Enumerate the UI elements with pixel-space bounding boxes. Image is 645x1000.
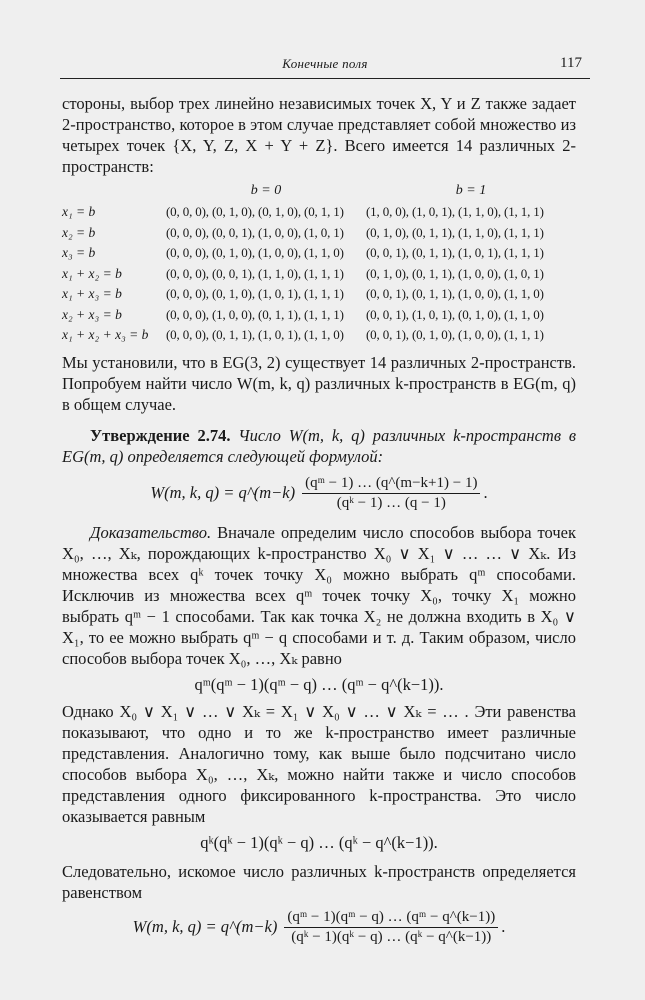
points-b1-cell: (0, 0, 1), (0, 1, 0), (1, 0, 0), (1, 1, 1): [366, 327, 544, 343]
equation-cell: x₁ + x₃ = b: [62, 286, 122, 302]
column-header-b0: b = 0: [250, 183, 282, 198]
points-b0-cell: (0, 0, 0), (0, 0, 1), (1, 0, 0), (1, 0, 1): [166, 224, 344, 240]
theorem-label: Утверждение 2.74.: [90, 425, 231, 445]
table-row: [62, 202, 576, 223]
points-b1-cell: (0, 0, 1), (0, 1, 1), (1, 0, 0), (1, 1, 0): [366, 286, 544, 302]
points-b1-cell: (0, 1, 0), (0, 1, 1), (1, 1, 0), (1, 1, 1): [366, 224, 544, 240]
subspaces-table: [62, 180, 576, 346]
points-b0-cell: (0, 0, 0), (1, 0, 0), (0, 1, 1), (1, 1, 1): [166, 306, 344, 322]
choices-formula: qᵐ(qᵐ − 1)(qᵐ − q) … (qᵐ − q^(k−1)).: [194, 674, 444, 694]
main-formula: [62, 475, 576, 512]
table-row: [62, 264, 576, 285]
main-formula-lhs: W(m, k, q) = q^(m−k): [150, 483, 296, 502]
final-formula-end: .: [501, 917, 506, 936]
column-header-b1: b = 1: [455, 183, 487, 198]
equation-cell: x₁ + x₂ + x₃ = b: [62, 327, 149, 343]
theorem-text: Число W(m, k, q) различных k-пространств в EG(m, q) определяется следующей формулой:: [62, 425, 576, 466]
final-formula-denominator: (qᵏ − 1)(qᵏ − q) … (qᵏ − q^(k−1)): [291, 928, 492, 945]
points-b0-cell: (0, 0, 0), (0, 1, 0), (1, 0, 1), (1, 1, 1): [166, 286, 344, 302]
theorem-paragraph: [62, 425, 576, 467]
equation-cell: x₂ = b: [62, 224, 96, 240]
points-b0-cell: (0, 0, 0), (0, 1, 1), (1, 0, 1), (1, 1, 0): [166, 327, 344, 343]
points-b0-cell: (0, 0, 0), (0, 1, 0), (1, 0, 0), (1, 1, 0): [166, 245, 344, 261]
established-paragraph: Мы установили, что в EG(3, 2) существует 14 различных 2-пространств. Попробуем найти число W(m, k, q) различных k-пространств в EG(m, q) в общем случае.: [62, 352, 576, 414]
intro-paragraph: стороны, выбор трех линейно независимых точек X, Y и Z также задает 2-пространство, которое в этом случае представляет собой множество из четырех точек {X, Y, Z, X + Y + Z}. Всего имеется 14 различных 2-пространств:: [62, 94, 576, 176]
table-row: [62, 284, 576, 305]
equation-cell: x₁ = b: [62, 204, 96, 220]
proof-paragraph: [62, 522, 576, 669]
main-formula-fraction: [302, 475, 480, 512]
equation-cell: x₂ + x₃ = b: [62, 306, 122, 322]
table-row: [62, 243, 576, 264]
final-formula-numerator: (qᵐ − 1)(qᵐ − q) … (qᵐ − q^(k−1)): [284, 909, 498, 928]
table-corner: [62, 180, 166, 202]
final-formula-fraction: [284, 909, 498, 946]
running-title: Конечные поля: [282, 56, 368, 71]
table-row: [62, 305, 576, 326]
points-b1-cell: (1, 0, 0), (1, 0, 1), (1, 1, 0), (1, 1, 1): [366, 204, 544, 220]
points-b1-cell: (0, 1, 0), (0, 1, 1), (1, 0, 0), (1, 0, 1): [366, 265, 544, 281]
main-formula-numerator: (qᵐ − 1) … (q^(m−k+1) − 1): [302, 475, 480, 494]
proof-label: Доказательство.: [90, 522, 212, 542]
points-b0-cell: (0, 0, 0), (0, 1, 0), (0, 1, 0), (0, 1, 1): [166, 204, 344, 220]
representations-formula: qᵏ(qᵏ − 1)(qᵏ − q) … (qᵏ − q^(k−1)).: [200, 832, 438, 852]
table-row: [62, 325, 576, 346]
main-formula-denominator: (qᵏ − 1) … (q − 1): [336, 494, 446, 511]
points-b1-cell: (0, 0, 1), (1, 0, 1), (0, 1, 0), (1, 1, 0): [366, 306, 544, 322]
page-number: 117: [560, 55, 582, 71]
main-formula-end: .: [483, 483, 488, 502]
points-b1-cell: (0, 0, 1), (0, 1, 1), (1, 0, 1), (1, 1, 1): [366, 245, 544, 261]
however-paragraph: Однако X₀ ∨ X₁ ∨ … ∨ Xₖ = X₁ ∨ X₀ ∨ … ∨ Xₖ = … . Эти равенства показывают, что одно и то же k-пространство имеет различные представления. Аналогично тому, как выше было подсчитано число способов выбора X₀, …, Xₖ, можно найти также и число способов представления одного фиксированного k-пространства. Это число оказывается равным: [62, 701, 576, 826]
equation-cell: x₃ = b: [62, 245, 96, 261]
table-row: [62, 223, 576, 244]
equation-cell: x₁ + x₂ = b: [62, 265, 122, 281]
running-header: [60, 52, 590, 79]
points-b0-cell: (0, 0, 0), (0, 0, 1), (1, 1, 0), (1, 1, 1): [166, 265, 344, 281]
final-formula: [62, 909, 576, 946]
consequently-paragraph: Следовательно, искомое число различных k-пространств определяется равенством: [62, 861, 576, 902]
table-header-row: [62, 180, 576, 202]
final-formula-lhs: W(m, k, q) = q^(m−k): [132, 917, 278, 936]
proof-text: Вначале определим число способов выбора точек X₀, …, Xₖ, порождающих k-пространство X₀ ∨ X₁ ∨ … … ∨ Xₖ. Из множества всех qᵏ точек точку X₀ можно выбрать qᵐ способами. Исключив из множества всех qᵐ точек точку X₀, точку X₁ можно выбрать qᵐ − 1 способами. Так как точка X₂ не должна входить в X₀ ∨ X₁, то ее можно выбрать qᵐ − q способами и т. д. Таким образом, число способов выбора точек X₀, …, Xₖ равно: [62, 522, 577, 668]
page-body: [62, 93, 576, 946]
